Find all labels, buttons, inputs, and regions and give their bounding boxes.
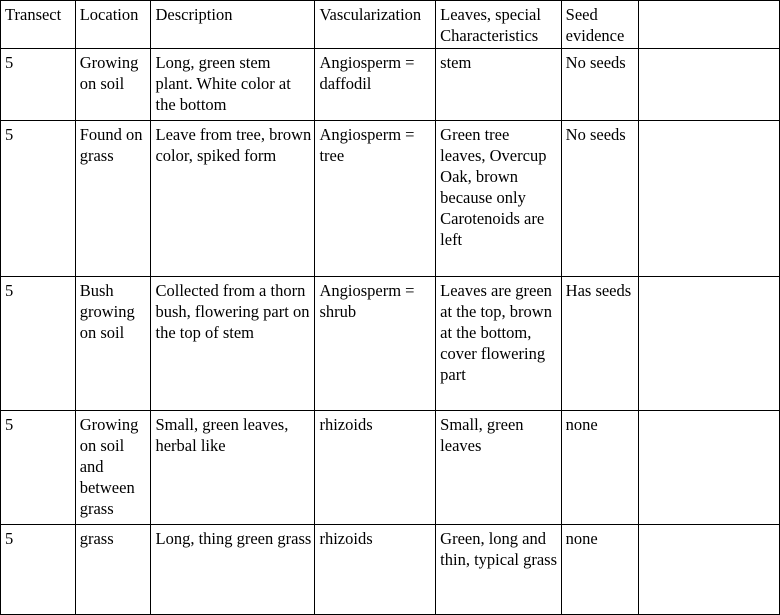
cell-transect: 5 [1,49,76,121]
table-row [1,411,780,525]
cell-empty [639,49,780,121]
cell-transect: 5 [1,411,76,525]
table-row [1,277,780,411]
cell-seed-evidence: Has seeds [561,277,639,411]
table-row [1,49,780,121]
cell-location: grass [75,525,151,615]
cell-seed-evidence: none [561,525,639,615]
header-description: Description [151,1,315,49]
cell-vascularization: rhizoids [315,525,436,615]
cell-seed-evidence: No seeds [561,121,639,277]
cell-transect: 5 [1,277,76,411]
header-leaves: Leaves, special Characteristics [436,1,562,49]
cell-vascularization: rhizoids [315,411,436,525]
header-transect: Transect [1,1,76,49]
cell-vascularization: Angiosperm = shrub [315,277,436,411]
header-location: Location [75,1,151,49]
cell-transect: 5 [1,121,76,277]
cell-seed-evidence: none [561,411,639,525]
cell-leaves: Small, green leaves [436,411,562,525]
cell-transect: 5 [1,525,76,615]
cell-location: Growing on soil [75,49,151,121]
cell-leaves: Green tree leaves, Overcup Oak, brown because only Carotenoids are left [436,121,562,277]
cell-description: Long, thing green grass [151,525,315,615]
cell-empty [639,277,780,411]
cell-empty [639,121,780,277]
cell-description: Small, green leaves, herbal like [151,411,315,525]
table-row [1,525,780,615]
cell-description: Leave from tree, brown color, spiked form [151,121,315,277]
cell-leaves: stem [436,49,562,121]
cell-empty [639,411,780,525]
cell-location: Bush growing on soil [75,277,151,411]
table-row [1,121,780,277]
cell-description: Collected from a thorn bush, flowering part on the top of stem [151,277,315,411]
header-empty [639,1,780,49]
cell-description: Long, green stem plant. White color at the bottom [151,49,315,121]
cell-location: Found on grass [75,121,151,277]
cell-empty [639,525,780,615]
cell-vascularization: Angiosperm = daffodil [315,49,436,121]
header-seed-evidence: Seed evidence [561,1,639,49]
cell-location: Growing on soil and between grass [75,411,151,525]
header-vascularization: Vascularization [315,1,436,49]
cell-leaves: Leaves are green at the top, brown at the bottom, cover flowering part [436,277,562,411]
header-row [1,1,780,49]
cell-leaves: Green, long and thin, typical grass [436,525,562,615]
cell-vascularization: Angiosperm = tree [315,121,436,277]
cell-seed-evidence: No seeds [561,49,639,121]
